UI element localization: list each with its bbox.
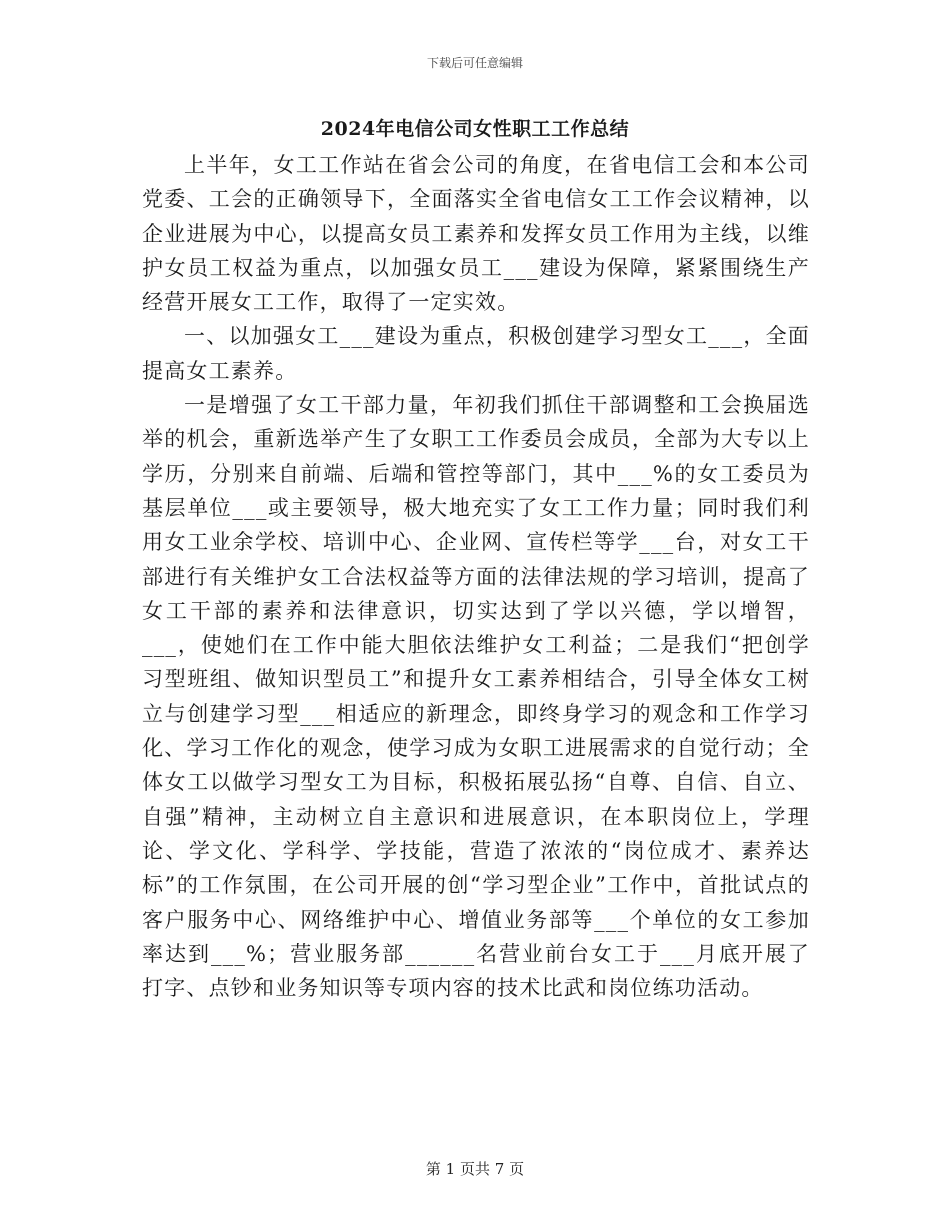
paragraph-section-one-heading: 一、以加强女工___建设为重点，积极创建学习型女工___，全面提高女工素养。	[142, 324, 810, 383]
header-note: 下载后可任意编辑	[426, 56, 523, 70]
document-body	[142, 148, 810, 1005]
page-indicator: 第 1 页共 7 页	[425, 1160, 525, 1178]
paragraph-section-one-detail: 一是增强了女工干部力量，年初我们抓住干部调整和工会换届选举的机会，重新选举产生了女职工工作委员会成员，全部为大专以上学历，分别来自前端、后端和管控等部门，其中___%的女工委员为基层单位___或主要领导，极大地充实了女工工作力量；同时我们利用女工业余学校、培训中心、企业网、宣传栏等学___台，对女工干部进行有关维护女工合法权益等方面的法律法规的学习培训，提高了女工干部的素养和法律意识，切实达到了学以兴德，学以增智，___，使她们在工作中能大胆依法维护女工利益；二是我们“把创学习型班组、做知识型员工”和提升女工素养相结合，引导全体女工树立与创建学习型___相适应的新理念，即终身学习的观念和工作学习化、学习工作化的观念，使学习成为女职工进展需求的自觉行动；全体女工以做学习型女工为目标，积极拓展弘扬“自尊、自信、自立、自强”精神，主动树立自主意识和进展意识，在本职岗位上，学理论、学文化、学科学、学技能，营造了浓浓的“岗位成才、素养达标”的工作氛围，在公司开展的创“学习型企业”工作中，首批试点的客户服务中心、网络维护中心、增值业务部等___个单位的女工参加率达到___%；营业服务部______名营业前台女工于___月底开展了打字、点钞和业务知识等专项内容的技术比武和岗位练功活动。	[142, 393, 810, 1001]
document-title: 2024年电信公司女性职工工作总结	[320, 118, 630, 140]
paragraph-intro: 上半年，女工工作站在省会公司的角度，在省电信工会和本公司党委、工会的正确领导下，全面落实全省电信女工工作会议精神，以企业进展为中心，以提高女员工素养和发挥女员工作用为主线，以维护女员工权益为重点，以加强女员工___建设为保障，紧紧围绕生产经营开展女工工作，取得了一定实效。	[142, 153, 810, 315]
